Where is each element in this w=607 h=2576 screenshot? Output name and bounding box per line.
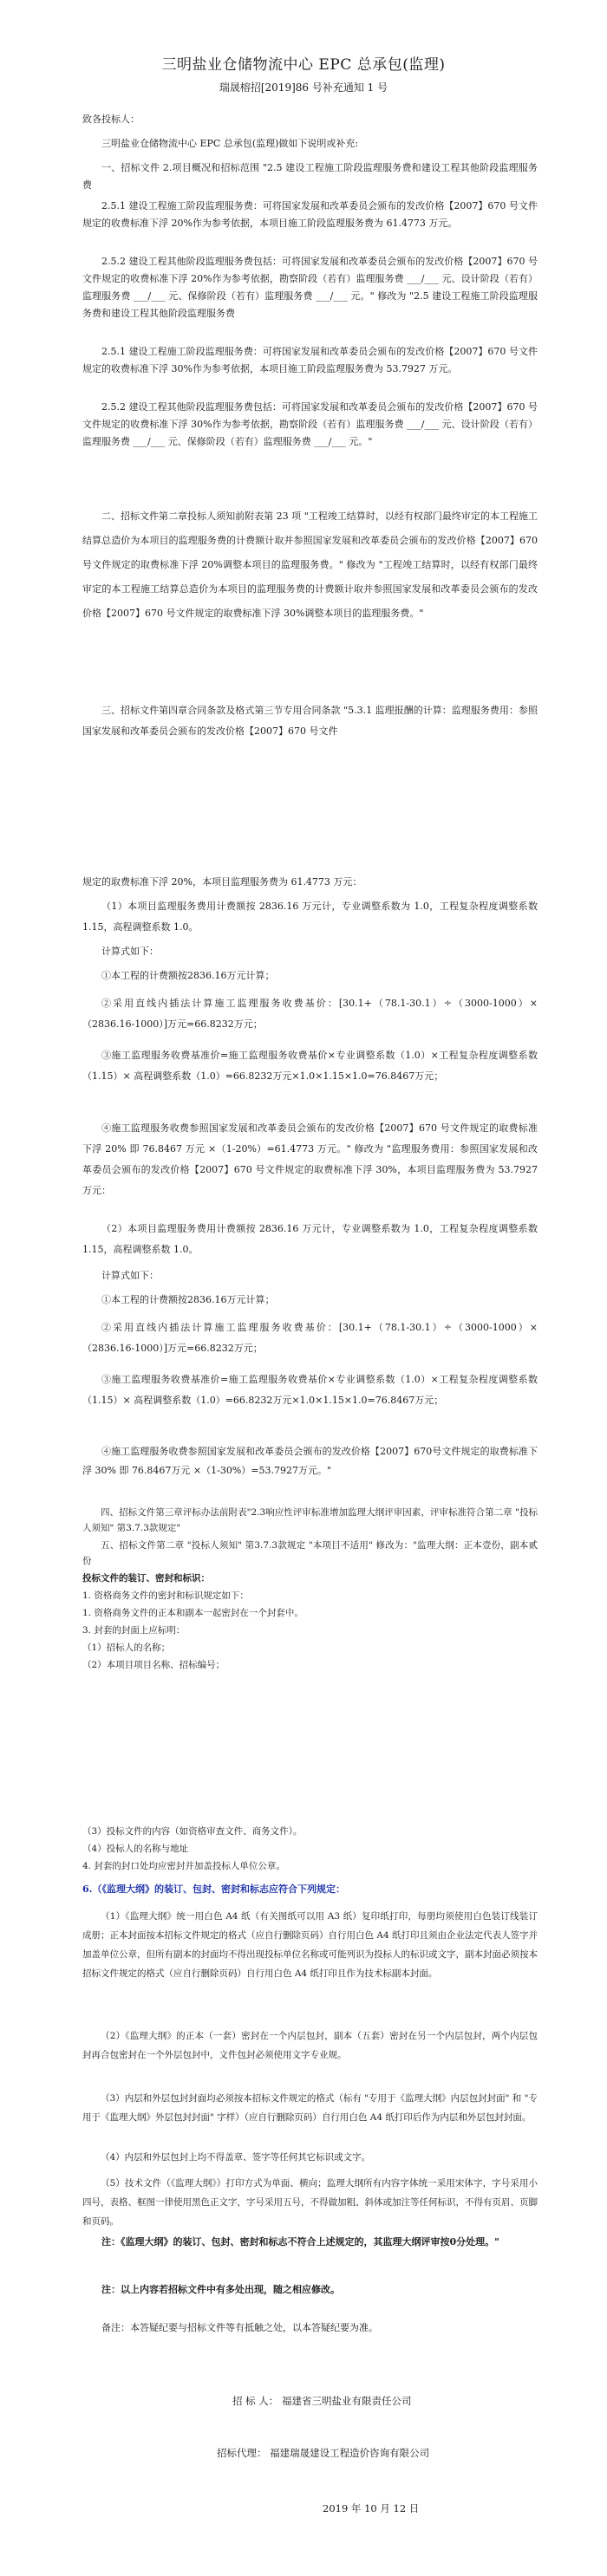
section1-paragraph-3: 2.5.2 建设工程其他阶段监理服务费包括：可将国家发展和改革委员会颁布的发改价格【2007】670 号文件规定的收费标准下浮 20%作为参考依据，勘察阶段（若有）监理服务费 ___/___ 元、设计阶段（若有）监理服务费 ___/___ 元、保修阶段（若有）监理服务费 ___/___ 元。" 修改为 "2.5 建设工程施工阶段监理服务费和建设工程其他阶段监理服务费 xyxy=(82,256,538,319)
section3-paragraph-8: ④施工监理服务收费参照国家发展和改革委员会颁布的发改价格【2007】670 号文件规定的取费标准下浮 20% 即 76.8467 万元 ×（1-20%）=61.4773 万元。" 修改为 "监理服务费用：参照国家发展和改革委员会颁布的发改价格【2007】670 号文件规定的取费标准下浮 30%，本项目监理服务费为 53.7927 万元： xyxy=(82,1122,538,1196)
binding-item-3: 3. 封套的封面上应标明： xyxy=(82,1625,186,1636)
binding-item-4: （1）招标人的名称； xyxy=(82,1643,171,1653)
section6-rule-2: （2）《监理大纲》的正本（一套）密封在一个内层包封，副本（五套）密封在另一个内层包封，两个内层包封再合包密封在一个外层包封中，文件包封必须使用文字专业规。 xyxy=(82,2031,538,2060)
binding-item-6: （3）投标文件的内容（如资格审查文件、商务文件）。 xyxy=(82,1826,303,1837)
section1-paragraph-2: 2.5.1 建设工程施工阶段监理服务费：可将国家发展和改革委员会颁布的发改价格【2007】670 号文件规定的收费标准下浮 20%作为参考依据，本项目施工阶段监理服务费为 61.4773 万元。 xyxy=(82,200,538,229)
greeting: 致各投标人： xyxy=(82,114,140,125)
binding-heading: 投标文件的装订、密封和标识： xyxy=(82,1573,210,1584)
section6-rule-5: （5）技术文件（《监理大纲》）打印方式为单面、横向；监理大纲所有内容字体统一采用宋体字，字号采用小四号，表格、框图一律使用黑色正文字，字号采用五号，不得做加粗、斜体或加注等任何标识，不得有页眉、页脚和页码。 xyxy=(82,2178,538,2227)
section3-paragraph-14: ④施工监理服务收费参照国家发展和改革委员会颁布的发改价格【2007】670号文件规定的取费标准下浮 30% 即 76.8467万元 ×（1-30%）=53.7927万元。" xyxy=(82,1446,538,1476)
section1-paragraph-4: 2.5.1 建设工程施工阶段监理服务费：可将国家发展和改革委员会颁布的发改价格【2007】670 号文件规定的收费标准下浮 30%作为参考依据，本项目施工阶段监理服务费为 53.7927 万元。 xyxy=(82,346,538,374)
section6-heading: 6.（《监理大纲》的装订、包封、密封和标志应符合下列规定： xyxy=(82,1883,345,1895)
section3-paragraph-5: ①本工程的计费额按2836.16万元计算； xyxy=(101,970,275,981)
section3-paragraph-10: 计算式如下： xyxy=(101,1270,159,1281)
tenderer-name: 福建省三明盐业有限责任公司 xyxy=(281,2395,412,2407)
section6-rule-1: （1）《监理大纲》统一用白色 A4 纸（有关图纸可以用 A3 纸）复印纸打印，每册均须使用白色装订线装订成册；正本封面按本招标文件规定的格式（应自行删除页码）自行用白色 A4 纸打印且须由企业法定代表人签字并加盖单位公章，但所有副本的封面均不得出现投标单位名称或可能列识为投标人的标识或文字，副本封面必须按本招标文件规定的格式（应自行删除页码）自行用白色 A4 纸打印且作为技术标副本封面。 xyxy=(82,1911,538,1979)
binding-item-2: 1. 资格商务文件的正本和副本一起密封在一个封套中。 xyxy=(82,1608,304,1618)
section3-paragraph-6: ②采用直线内插法计算施工监理服务收费基价：[30.1+（78.1-30.1）÷（3000-1000）×（2836.16-1000）]万元=66.8232万元； xyxy=(82,998,538,1030)
section3-paragraph-9: （2）本项目监理服务费用计费额按 2836.16 万元计，专业调整系数为 1.0，工程复杂程度调整系数 1.15，高程调整系数 1.0。 xyxy=(82,1223,538,1255)
tenderer-label: 招 标 人： xyxy=(232,2395,279,2407)
section3-paragraph-3: （1）本项目监理服务费用计费额按 2836.16 万元计，专业调整系数为 1.0，工程复杂程度调整系数 1.15，高程调整系数 1.0。 xyxy=(82,901,538,933)
remark: 备注：本答疑纪要与招标文件等有抵触之处，以本答疑纪要为准。 xyxy=(101,2322,378,2333)
agent-label: 招标代理： xyxy=(217,2447,267,2459)
section4-paragraph-1: 四、招标文件第三章评标办法前附表"2.3响应性评审标准增加监理大纲评审因素，评审标准符合第二章 "投标人须知" 第3.7.3款规定" xyxy=(82,1507,538,1533)
agent-line xyxy=(217,2446,429,2460)
binding-item-1: 1. 资格商务文件的密封和标识规定如下： xyxy=(82,1590,249,1601)
section1-paragraph-1: 一、招标文件 2.项目概况和招标范围 "2.5 建设工程施工阶段监理服务费和建设工程其他阶段监理服务费 xyxy=(82,162,538,191)
binding-item-7: （4）投标人的名称与地址 xyxy=(82,1844,189,1854)
document-title: 三明盐业仓储物流中心 EPC 总承包(监理) xyxy=(161,56,446,74)
agent-name: 福建瑞晟建设工程造价咨询有限公司 xyxy=(270,2447,430,2459)
signature-date: 2019 年 10 月 12 日 xyxy=(323,2502,420,2514)
section3-paragraph-12: ②采用直线内插法计算施工监理服务收费基价：[30.1+（78.1-30.1）÷（3000-1000）×（2836.16-1000）]万元=66.8232万元； xyxy=(82,1322,538,1354)
section3-paragraph-1: 三、招标文件第四章合同条款及格式第三节专用合同条款 "5.3.1 监理报酬的计算：监理服务费用：参照国家发展和改革委员会颁布的发改价格【2007】670 号文件 xyxy=(82,705,538,737)
section5-paragraph: 五、招标文件第二章 "投标人须知" 第3.7.3款规定 "本项目不适用" 修改为："监理大纲：正本壹份，副本贰份 xyxy=(82,1540,538,1566)
section3-paragraph-13: ③施工监理服务收费基准价=施工监理服务收费基价×专业调整系数（1.0）×工程复杂程度调整系数（1.15）× 高程调整系数（1.0）=66.8232万元×1.0×1.15×1.0=76.8467万元； xyxy=(82,1374,538,1406)
section6-rule-4: （4）内层和外层包封上均不得盖章、签字等任何其它标识或文字。 xyxy=(101,2152,371,2163)
tenderer-line xyxy=(232,2394,411,2408)
section3-paragraph-11: ①本工程的计费额按2836.16万元计算； xyxy=(101,1294,275,1305)
section6-rule-3: （3）内层和外层包封封面均必须按本招标文件规定的格式（标有 "专用于《监理大纲》内层包封封面" 和 "专用于《监理大纲》外层包封封面" 字样）（应自行删除页码）自行用白色 A4 纸打印后作为内层和外层包封封面。 xyxy=(82,2093,538,2123)
section6-note-1: 注：《监理大纲》的装订、包封、密封和标志不符合上述规定的，其监理大纲评审按0分处理。" xyxy=(101,2236,499,2247)
section2-paragraph: 二、招标文件第二章投标人须知前附表第 23 项 "工程竣工结算时，以经有权部门最终审定的本工程施工结算总造价为本项目的监理服务费的计费额计取并参照国家发展和改革委员会颁布的发改价格【2007】670 号文件规定的取费标准下浮 20%调整本项目的监理服务费。" 修改为 "工程竣工结算时，以经有权部门最终审定的本工程施工结算总造价为本项目的监理服务费的计费额计取并参照国家发展和改革委员会颁布的发改价格【2007】670 号文件规定的取费标准下浮 30%调整本项目的监理服务费。" xyxy=(82,511,538,619)
intro-paragraph: 三明盐业仓储物流中心 EPC 总承包(监理)做如下说明或补充: xyxy=(101,138,359,149)
section3-paragraph-7: ③施工监理服务收费基准价=施工监理服务收费基价×专业调整系数（1.0）×工程复杂程度调整系数（1.15）× 高程调整系数（1.0）=66.8232万元×1.0×1.15×1.0=76.8467万元； xyxy=(82,1050,538,1082)
binding-item-5: （2）本项目项目名称、招标编号； xyxy=(82,1660,225,1670)
section1-paragraph-5: 2.5.2 建设工程其他阶段监理服务费包括：可将国家发展和改革委员会颁布的发改价格【2007】670 号文件规定的收费标准下浮 30%作为参考依据，勘察阶段（若有）监理服务费 ___/___ 元、设计阶段（若有）监理服务费 ___/___ 元、保修阶段（若有）监理服务费 ___/___ 元。" xyxy=(82,401,538,447)
section3-paragraph-4: 计算式如下： xyxy=(101,946,159,957)
document-subtitle: 瑞晟榕招[2019]86 号补充通知 1 号 xyxy=(219,81,388,94)
section3-paragraph-2: 规定的取费标准下浮 20%，本项目监理服务费为 61.4773 万元： xyxy=(82,876,362,888)
binding-item-8: 4. 封套的封口处均应密封并加盖投标人单位公章。 xyxy=(82,1861,285,1871)
section6-note-2: 注：以上内容若招标文件中有多处出现，随之相应修改。 xyxy=(101,2284,340,2295)
